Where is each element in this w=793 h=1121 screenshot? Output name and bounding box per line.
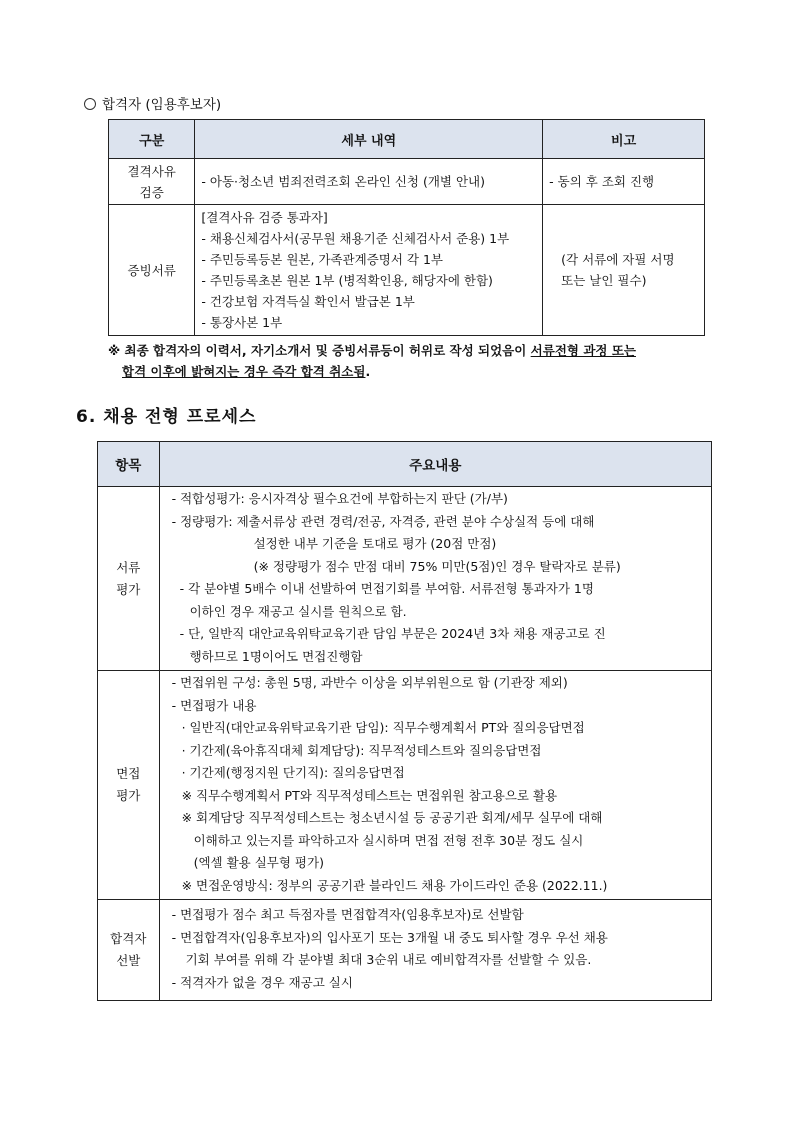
section-title-hiring-process: 6. 채용 전형 프로세스	[76, 407, 257, 427]
disqualification-warning	[108, 340, 720, 382]
category-line: 검증	[139, 184, 164, 200]
category-line: 합격자	[110, 931, 147, 946]
content-line: - 면접평가 점수 최고 득점자를 면접합격자(임용후보자)로 선발함	[171, 907, 524, 922]
row-category	[98, 900, 160, 1001]
note-line: (각 서류에 자필 서명	[561, 252, 675, 267]
content-line: - 적합성평가: 응시자격상 필수요건에 부합하는지 판단 (가/부)	[171, 491, 508, 506]
row-content	[159, 487, 711, 671]
warning-underlined-text: 서류전형 과정 또는	[530, 343, 636, 358]
circle-bullet-icon	[84, 98, 96, 110]
category-line: 서류	[116, 559, 141, 575]
table-header-row	[109, 120, 705, 159]
header-note: 비고	[543, 120, 705, 159]
content-line: - 적격자가 없을 경우 재공고 실시	[171, 974, 353, 990]
row-content	[159, 671, 711, 900]
required-documents-table	[108, 119, 705, 336]
detail-line: - 통장사본 1부	[201, 315, 283, 330]
row-content	[159, 900, 711, 1001]
content-line: · 일반직(대안교육위탁교육기관 담임): 직무수행계획서 PT와 질의응답면접	[181, 720, 585, 735]
section-heading-successful-candidate	[84, 93, 221, 113]
table-row	[109, 159, 705, 205]
content-line: 설정한 내부 기준을 토대로 평가 (20점 만점)	[253, 536, 497, 551]
table-row	[98, 900, 712, 1001]
row-category: 증빙서류	[109, 205, 195, 336]
hiring-process-table	[97, 441, 712, 1001]
content-line: - 면접평가 내용	[171, 697, 257, 713]
content-line: · 기간제(육아휴직대체 회계담당): 직무적성테스트와 질의응답면접	[181, 742, 542, 758]
content-line: - 면접위원 구성: 총원 5명, 과반수 이상을 외부위원으로 함 (기관장 제외)	[171, 675, 568, 690]
warning-underlined-text: 합격 이후에 밝혀지는 경우 즉각 합격 취소됨	[122, 364, 366, 379]
detail-line: - 건강보험 자격득실 확인서 발급본 1부	[201, 294, 415, 309]
content-line: 기회 부여를 위해 각 분야별 최대 3순위 내로 예비합격자를 선발할 수 있음.	[185, 952, 592, 967]
category-line: 평가	[116, 581, 141, 597]
category-line: 평가	[116, 788, 141, 803]
table-header-row	[98, 442, 712, 487]
row-note	[543, 205, 705, 336]
content-line: - 각 분야별 5배수 이내 선발하여 면접기회를 부여함. 서류전형 통과자가 1명	[179, 581, 594, 596]
content-line: - 단, 일반직 대안교육위탁교육기관 담임 부문은 2024년 3차 채용 재공고로 진	[179, 626, 606, 641]
row-category	[98, 671, 160, 900]
content-line: - 면접합격자(임용후보자)의 입사포기 또는 3개월 내 중도 퇴사할 경우 우선 채용	[171, 929, 608, 945]
header-main-content: 주요내용	[159, 442, 711, 487]
content-line: ※ 면접운영방식: 정부의 공공기관 블라인드 채용 가이드라인 준용 (2022.11.)	[181, 877, 608, 893]
row-category	[98, 487, 160, 671]
header-category: 구분	[109, 120, 195, 159]
table-row	[109, 205, 705, 336]
category-line: 선발	[116, 953, 141, 968]
content-line: 이하인 경우 재공고 실시를 원칙으로 함.	[189, 603, 407, 619]
section-heading-text: 합격자 (임용후보자)	[102, 97, 222, 113]
table-row	[98, 671, 712, 900]
content-line: 이해하고 있는지를 파악하고자 실시하며 면접 전형 전후 30분 정도 실시	[193, 832, 584, 848]
detail-line: [결격사유 검증 통과자]	[201, 210, 328, 225]
content-line: (엑셀 활용 실무형 평가)	[193, 855, 324, 870]
detail-line: - 채용신체검사서(공무원 채용기준 신체검사서 준용) 1부	[201, 231, 510, 246]
warning-text: .	[365, 364, 371, 379]
content-line: (※ 정량평가 점수 만점 대비 75% 미만(5점)인 경우 탈락자로 분류)	[253, 558, 621, 574]
content-line: 행하므로 1명이어도 면접진행함	[189, 648, 363, 664]
header-item: 항목	[98, 442, 160, 487]
detail-line: - 주민등록초본 원본 1부 (병적확인용, 해당자에 한함)	[201, 273, 493, 288]
row-detail: - 아동·청소년 범죄전력조회 온라인 신청 (개별 안내)	[195, 159, 543, 205]
content-line: - 정량평가: 제출서류상 관련 경력/전공, 자격증, 관련 분야 수상실적 등에 대해	[171, 513, 595, 529]
content-line: · 기간제(행정지원 단기직): 질의응답면접	[181, 765, 405, 780]
note-line: 또는 날인 필수)	[561, 273, 647, 288]
category-line: 결격사유	[127, 163, 176, 179]
table-row	[98, 487, 712, 671]
row-category	[109, 159, 195, 205]
row-note: - 동의 후 조회 진행	[543, 159, 705, 205]
category-line: 면접	[116, 766, 141, 781]
warning-text: ※ 최종 합격자의 이력서, 자기소개서 및 증빙서류등이 허위로 작성 되었음이	[108, 343, 531, 358]
row-detail	[195, 205, 543, 336]
content-line: ※ 직무수행계획서 PT와 직무적성테스트는 면접위원 참고용으로 활용	[181, 787, 558, 803]
header-detail: 세부 내역	[195, 120, 543, 159]
detail-line: - 주민등록등본 원본, 가족관계증명서 각 1부	[201, 252, 443, 267]
content-line: ※ 회계담당 직무적성테스트는 청소년시설 등 공공기관 회계/세무 실무에 대해	[181, 810, 603, 825]
